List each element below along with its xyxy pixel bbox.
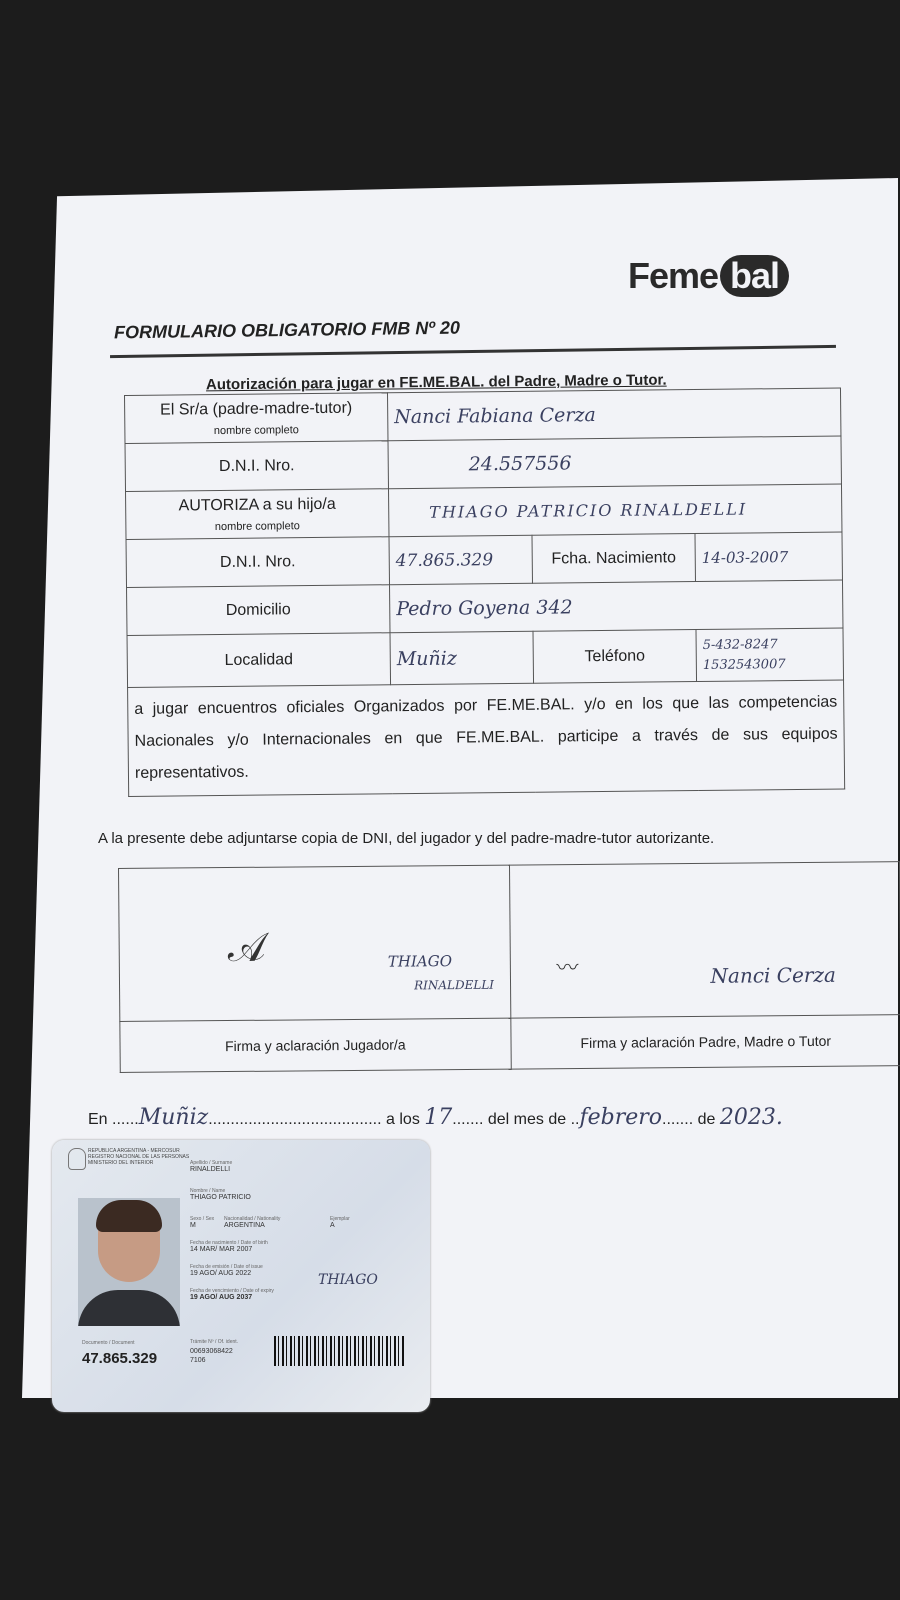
tutor-name-value: Nanci Fabiana Cerza xyxy=(387,388,840,441)
address-label: Domicilio xyxy=(127,585,390,636)
player-signature-name-1: THIAGO xyxy=(387,952,453,971)
authorization-table xyxy=(124,387,845,796)
tutor-signature-area xyxy=(509,862,900,1018)
player-signature-mark: 𝒜 xyxy=(227,925,266,971)
locality-label: Localidad xyxy=(127,633,391,688)
tutor-sublabel: nombre completo xyxy=(213,423,299,437)
tutor-label: El Sr/a (padre-madre-tutor) xyxy=(160,399,353,419)
tutor-dni-value: 24.557556 xyxy=(388,436,841,489)
authorizes-label: AUTORIZA a su hijo/a xyxy=(178,495,336,514)
signature-table xyxy=(118,861,900,1078)
dni-card xyxy=(52,1140,430,1412)
place-date-line: En ......Muñiz....................................... a los 17....... del mes de ..febrero....... de 2023. xyxy=(88,1105,783,1130)
year-label: de xyxy=(697,1111,716,1128)
child-sublabel: nombre completo xyxy=(214,519,300,533)
card-name: Nombre / Name THIAGO PATRICIO xyxy=(190,1188,251,1201)
phone-label: Teléfono xyxy=(533,630,697,684)
tutor-signature-label: Firma y aclaración Padre, Madre o Tutor xyxy=(510,1015,900,1069)
card-nationality: Nacionalidad / Nationality ARGENTINA xyxy=(224,1216,281,1229)
player-signature-label: Firma y aclaración Jugador/a xyxy=(120,1018,511,1072)
month-label: del mes de xyxy=(487,1111,567,1128)
player-signature-area xyxy=(119,865,511,1021)
card-copy: Ejemplar A xyxy=(330,1216,350,1229)
tutor-signature-name: Nanci Cerza xyxy=(710,962,836,988)
phone-value-2: 1532543007 xyxy=(702,656,786,673)
month-value: febrero xyxy=(579,1105,663,1130)
card-signature: THIAGO xyxy=(318,1272,378,1288)
tutor-dni-label: D.N.I. Nro. xyxy=(125,441,388,492)
card-surname: Apellido / Surname RINALDELLI xyxy=(190,1160,233,1173)
phone-value-cell xyxy=(696,628,844,682)
card-barcode xyxy=(274,1336,404,1366)
phone-value-1: 5-432-8247 xyxy=(702,636,778,653)
child-dni-label: D.N.I. Nro. xyxy=(126,537,389,588)
card-header: REPUBLICA ARGENTINA - MERCOSUR REGISTRO NACIONAL DE LAS PERSONAS MINISTERIO DEL INTERIOR xyxy=(88,1148,190,1166)
card-expiry: Fecha de vencimiento / Date of expiry 19 AGO/ AUG 2037 xyxy=(190,1288,274,1301)
document-number: 47.865.329 xyxy=(82,1350,158,1367)
card-sex: Sexo / Sex M xyxy=(190,1216,215,1229)
birth-date-value: 14-03-2007 xyxy=(695,532,842,582)
tutor-label-cell xyxy=(125,393,388,444)
day-value: 17 xyxy=(424,1105,453,1130)
femebal-logo: Feme bal xyxy=(628,255,789,297)
attachment-note: A la presente debe adjuntarse copia de DNI, del jugador y del padre-madre-tutor autorizante. xyxy=(98,830,715,847)
card-photo xyxy=(78,1198,180,1326)
player-signature-name-2: RINALDELLI xyxy=(413,977,495,993)
form-subtitle: Autorización para jugar en FE.ME.BAL. del Padre, Madre o Tutor. xyxy=(205,371,667,394)
child-name-value: THIAGO PATRICIO RINALDELLI xyxy=(388,484,841,537)
coat-of-arms-icon xyxy=(68,1148,86,1170)
address-value: Pedro Goyena 342 xyxy=(390,580,843,633)
authorization-paragraph: a jugar encuentros oficiales Organizados por FE.ME.BAL. y/o en los que las competencias Nacionales y/o Internacionales en que FE.ME.BAL. participe a través de sus equipos representativos. xyxy=(128,680,845,796)
locality-value: Muñiz xyxy=(390,631,534,684)
place-value: Muñiz xyxy=(138,1105,209,1130)
card-birth: Fecha de nacimiento / Date of birth 14 MAR/ MAR 2007 xyxy=(190,1240,268,1253)
authorizes-label-cell xyxy=(126,489,389,540)
en-label: En xyxy=(88,1111,108,1128)
birth-date-label: Fcha. Nacimiento xyxy=(532,534,695,584)
form-title: FORMULARIO OBLIGATORIO FMB Nº 20 xyxy=(113,317,461,343)
year-value: 2023. xyxy=(719,1105,783,1130)
child-dni-value: 47.865.329 xyxy=(389,535,532,584)
photo-hair xyxy=(96,1200,162,1232)
card-issue: Fecha de emisión / Date of issue 19 AGO/ AUG 2022 xyxy=(190,1264,263,1277)
day-label: a los xyxy=(386,1111,420,1128)
tutor-signature-mark: 〰 xyxy=(556,954,579,981)
document-label: Documento / Document xyxy=(82,1340,135,1346)
card-tramite: Trámite Nº / Of. ident. 00693068422 7106 xyxy=(190,1339,239,1364)
photo-body xyxy=(78,1290,180,1326)
